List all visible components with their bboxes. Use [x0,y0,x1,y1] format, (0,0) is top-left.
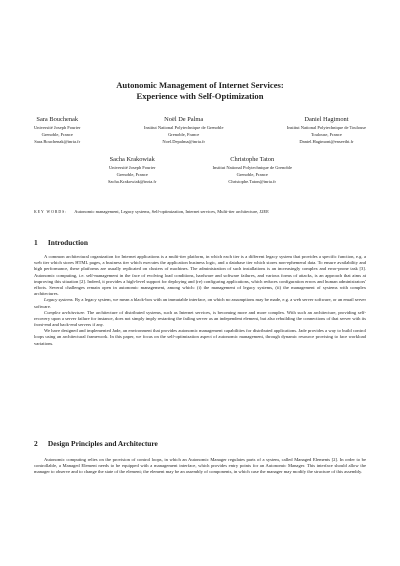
authors-row-2 [80,155,320,186]
author-block [108,155,156,186]
section-heading [34,238,366,247]
author-block [287,115,366,146]
author-affiliation: Institut National Polytechnique de Toulouse [286,125,366,130]
author-email: Daniel.Hagimont@enseeiht.fr [299,139,354,145]
introduction-body [34,254,366,347]
paragraph [34,297,366,309]
author-affiliation: Université Joseph Fourier [108,165,156,170]
author-block [212,155,291,186]
author-city: Grenoble, France [236,172,268,178]
author-city: Grenoble, France [41,132,73,138]
title-line-1: Autonomic Management of Internet Services: [116,80,284,90]
paragraph [34,310,366,329]
author-email: Sacha.Krakowiak@inria.fr [108,179,157,185]
section-number: 2 [34,439,38,448]
author-block [144,115,223,146]
author-name: Noël De Palma [164,116,204,123]
section-number: 1 [34,238,38,247]
paragraph-text: By a legacy system, we mean a black-box with an immutable interface, on which no assumptions may be made, e.g. a web server software, or an email server software. [34,297,367,309]
title-line-2: Experience with Self-Optimization [136,91,264,101]
author-name: Sacha Krakowiak [109,156,155,163]
paragraph: Autonomic computing relies on the provision of control loops, in which an Autonomic Manager regulates parts of a system, called Managed Elements [2]. In order to be controllable, a Managed Element needs to be equipped with a management interface, which provides entry points for an Autonomic Manager. This interface should allow the manager to observe and to change the state of the element; the element may be an assembly of components, in which case the manager may modify the structure of this assembly. [34,457,366,475]
author-block [34,115,81,146]
keywords-line [34,209,366,215]
paragraph-lead: Legacy systems. [44,297,74,303]
keywords-text: Autonomic management, Legacy systems, Self-optimization, Internet services, Multi-tier architecture, J2EE [74,209,269,214]
author-affiliation: Université Joseph Fourier [34,125,81,130]
authors-row-1 [34,115,366,146]
author-city: Grenoble, France [168,132,200,138]
author-email: Christophe.Taton@inria.fr [228,179,276,185]
design-body [34,457,366,476]
keywords-label: KEY WORDS: [34,210,68,214]
paragraph-text: The architecture of distributed systems, such as Internet services, is becoming more and more complex. With such an architecture, providing self-recovery upon a server failure for instance, does not simply imply restarting the failing server as an independent element, but also rebuilding the connections of that server with its front-end and back-end servers if any. [34,309,366,328]
author-name: Daniel Hagimont [304,116,349,123]
author-city: Grenoble, France [116,172,148,178]
author-name: Christophe Taton [230,156,275,163]
author-city: Toulouse, France [310,132,342,138]
section-title: Design Principles and Architecture [47,439,158,448]
paragraph-lead: Complex architecture. [44,309,86,315]
section-heading [34,439,366,448]
paragraph: We have designed and implemented Jade, an environment that provides autonomic management capabilities for distributed applications. Jade provides a way to build control loops using an architectural framework. In this paper, we focus on the self-optimization aspect of autonomic management, through dynamic resource provising to face workload variations. [34,328,366,346]
author-name: Sara Bouchenak [36,116,79,123]
author-email: Noel.Depalma@inria.fr [162,139,206,145]
section-title: Introduction [47,238,88,247]
author-email: Sara.Bouchenak@inria.fr [34,139,81,145]
author-affiliation: Institut National Polytechnique de Grenoble [143,125,224,130]
paper-title [0,80,400,102]
author-affiliation: Institut National Polytechnique de Grenoble [212,165,292,170]
paragraph: A common architectural organization for Internet applications is a multi-tier platform, in which each tier is a different legacy system that provides a specific function, e.g. a web tier which stores HTML pages, a business tier which executes the application business logic, and a database tier which stores non-ephemeral data. To ensure availability and high performance, these platforms are usually replicated on clusters of machines. The administration of such installations is an increasingly complex and error-prone task [3]. Autonomic computing, i.e. self-management in the face of evolving load conditions, hardware and software failures, and various forms of attacks, is an approach that aims at improving this situation [2]. Indeed, it provides a high-level support for deploying and (re) configuring applications, which reduces configuration errors and human administrators' efforts. Several challenges remain open in autonomic management, among which: (i) the management of legacy systems, (ii) the management of systems with complex architectures. [34,254,366,297]
